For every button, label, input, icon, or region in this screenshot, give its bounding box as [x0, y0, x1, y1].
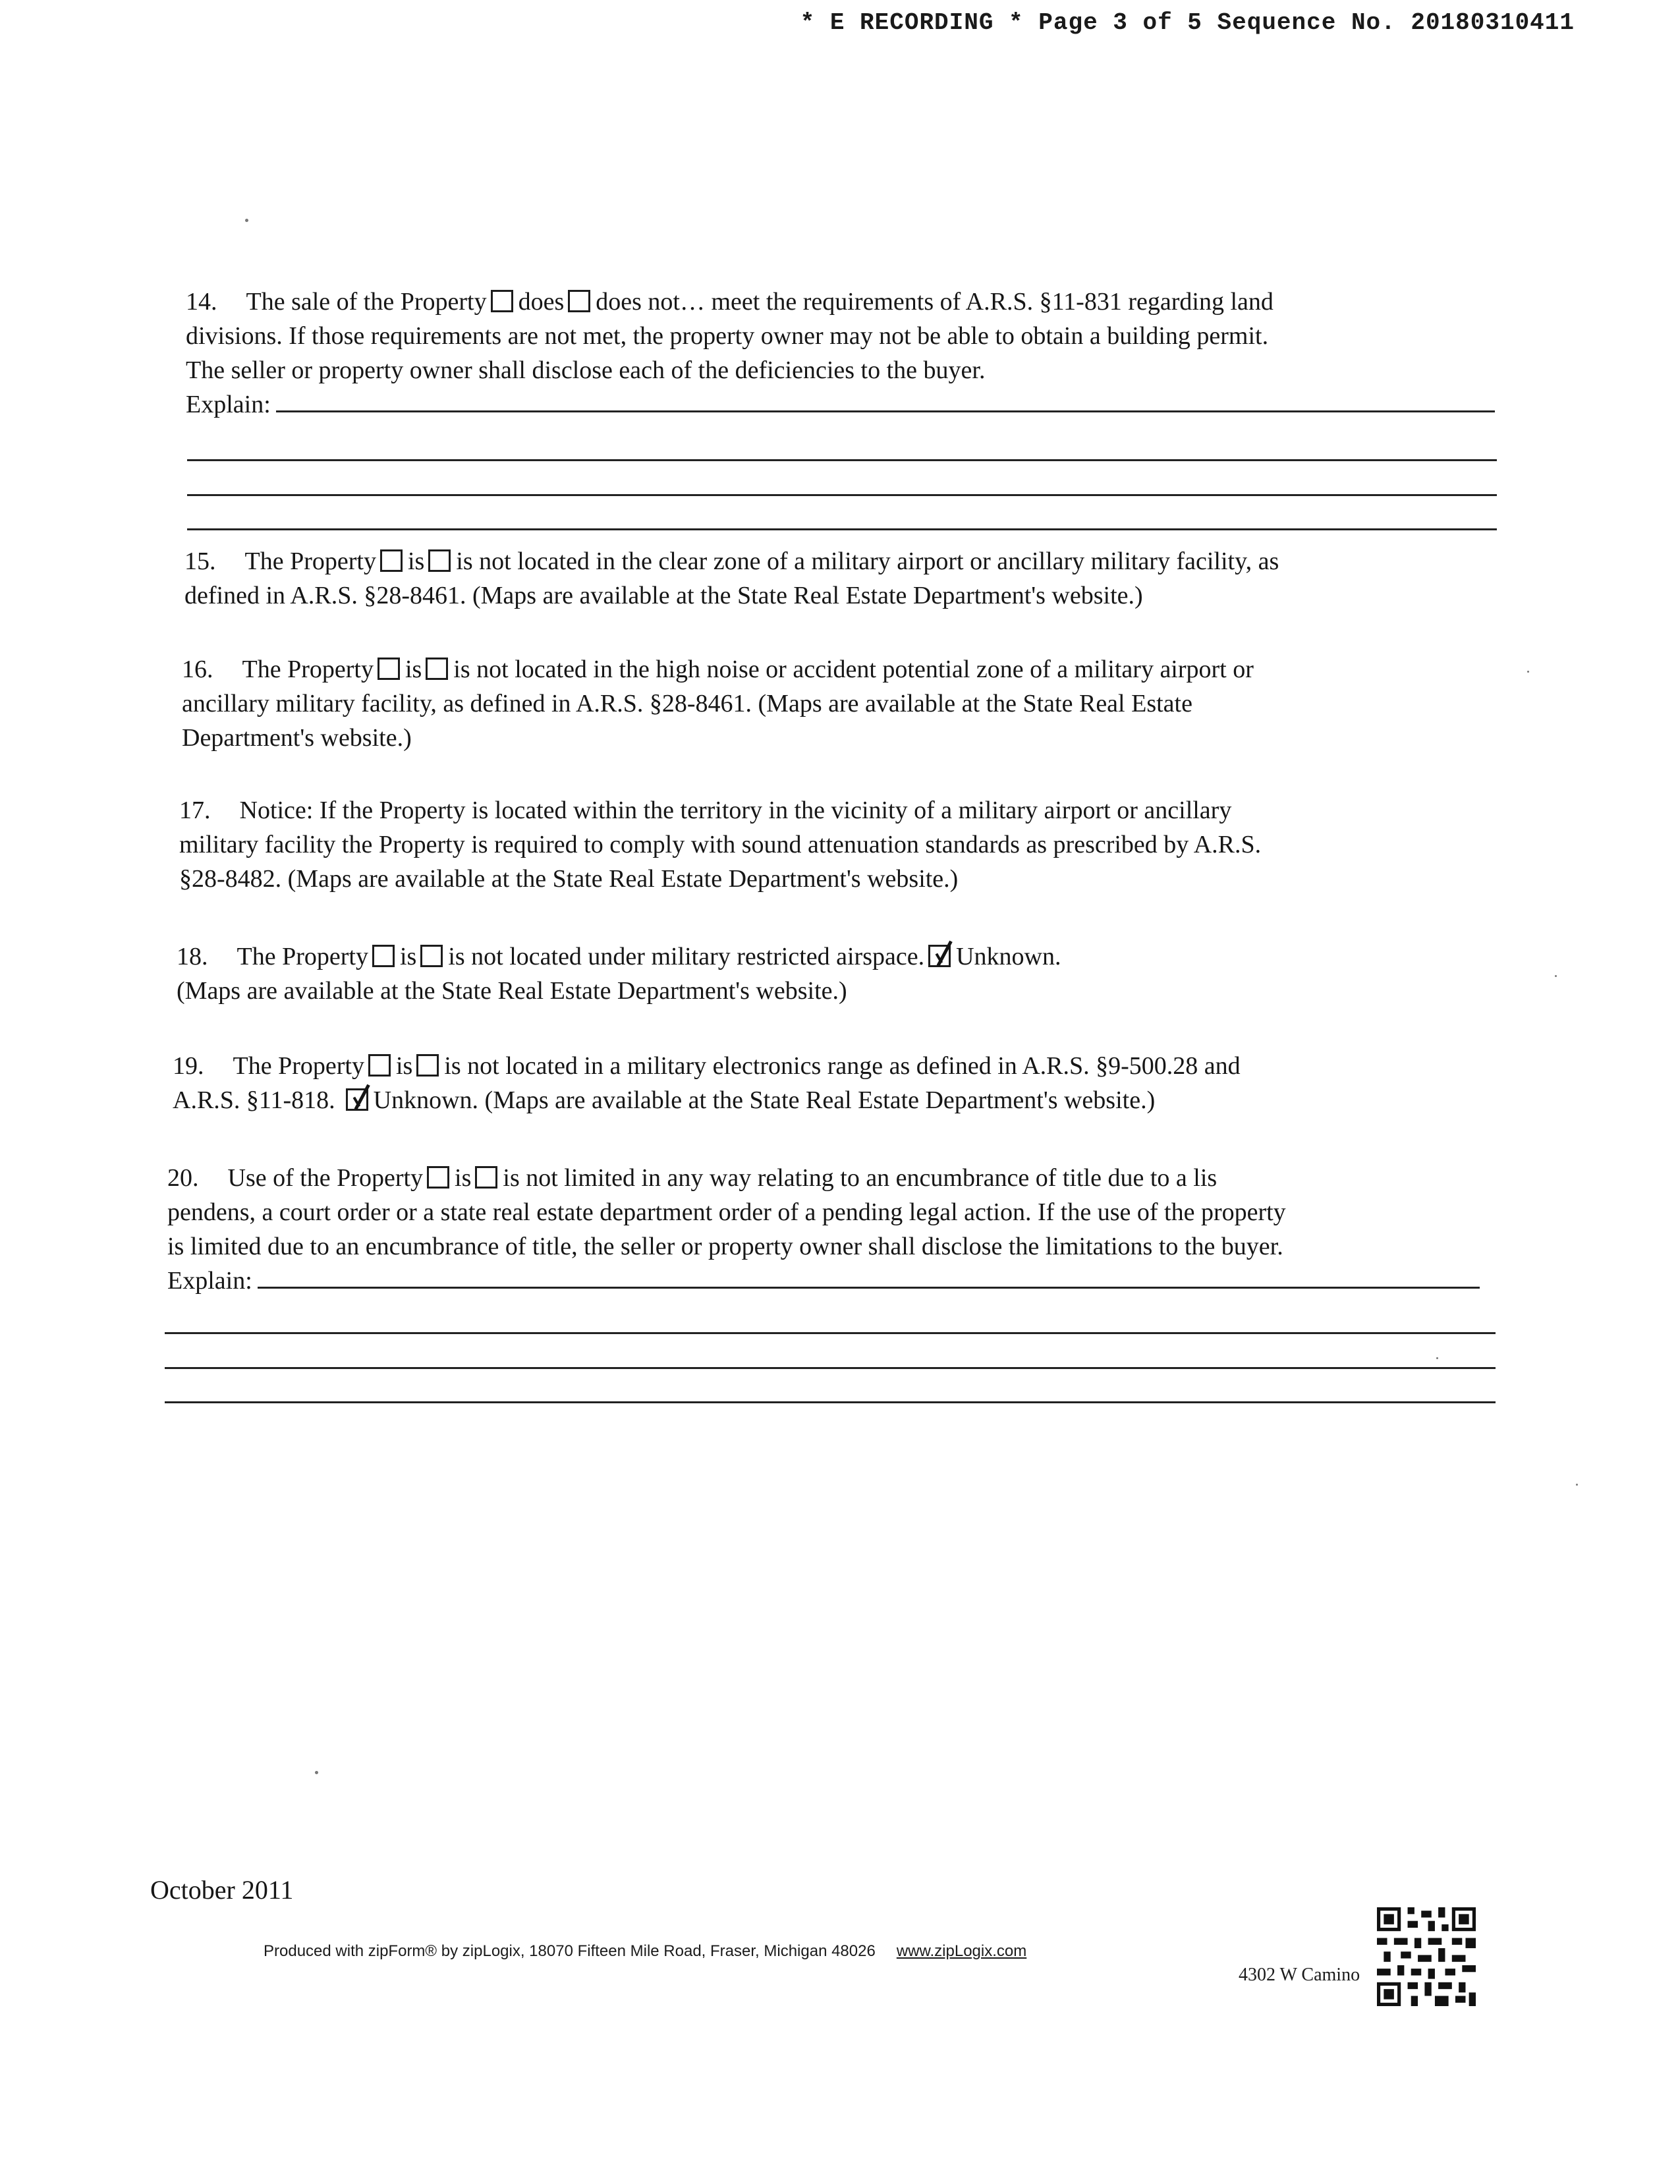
item-text: The Property: [244, 547, 376, 575]
option-label: is not located in the high noise or accident potential zone of a military airport or: [453, 656, 1254, 683]
item-text: A.R.S. §11-818.: [173, 1086, 335, 1114]
explain-label: Explain:: [167, 1267, 252, 1295]
qr-code-icon: [1377, 1907, 1476, 2006]
checkbox-is-not[interactable]: [428, 549, 451, 572]
item-number: 16.: [182, 656, 213, 683]
item-text: ancillary military facility, as defined in A.R.S. §28-8461. (Maps are available at the State Real Estate: [182, 690, 1192, 717]
item-text: The Property: [237, 943, 368, 970]
item-text: is limited due to an encumbrance of title, the seller or property owner shall disclose the limitations to the buyer.: [167, 1233, 1283, 1260]
option-label: is: [395, 1052, 413, 1080]
option-label: does: [518, 288, 565, 316]
item-number: 20.: [167, 1164, 199, 1192]
option-label: Unknown. (Maps are available at the State Real Estate Department's website.): [373, 1086, 1156, 1114]
item-text: §28-8482. (Maps are available at the State Real Estate Department's website.): [179, 865, 959, 893]
item-19: [173, 1049, 1241, 1117]
explain-blank-line[interactable]: [165, 1332, 1496, 1334]
item-text: (Maps are available at the State Real Estate Department's website.): [177, 977, 847, 1005]
form-date: October 2011: [150, 1875, 294, 1905]
checkbox-is-not[interactable]: [416, 1054, 439, 1077]
item-18: [177, 939, 1061, 1008]
item-text: defined in A.R.S. §28-8461. (Maps are available at the State Real Estate Department's website.): [184, 582, 1143, 609]
item-number: 17.: [179, 797, 211, 824]
scan-speck: [1576, 1484, 1578, 1486]
item-text: The Property: [233, 1052, 364, 1080]
item-text: Department's website.): [182, 724, 412, 752]
option-label: Unknown.: [956, 943, 1061, 970]
checkbox-unknown-checked[interactable]: [928, 945, 951, 967]
option-label: is: [455, 1164, 472, 1192]
produced-with-line: [264, 1942, 1026, 1961]
checkbox-is-not[interactable]: [420, 945, 443, 967]
item-14: [186, 285, 1495, 422]
item-number: 19.: [173, 1052, 204, 1080]
item-text: divisions. If those requirements are not met, the property owner may not be able to obtain a building permit.: [186, 322, 1269, 350]
option-label: is not located under military restricted airspace.: [448, 943, 925, 970]
explain-blank-line[interactable]: [165, 1401, 1496, 1403]
checkbox-does-not[interactable]: [568, 290, 590, 312]
item-number: 14.: [186, 288, 217, 316]
checkbox-unknown-checked[interactable]: [346, 1088, 368, 1111]
item-text: The seller or property owner shall disclose each of the deficiencies to the buyer.: [186, 356, 986, 384]
ziplogix-link[interactable]: www.zipLogix.com: [896, 1942, 1027, 1960]
explain-blank-line[interactable]: [187, 494, 1497, 496]
explain-label: Explain:: [186, 391, 271, 418]
scan-speck: [315, 1771, 318, 1774]
item-number: 15.: [184, 547, 216, 575]
checkbox-is[interactable]: [380, 549, 403, 572]
item-text: Notice: If the Property is located within the territory in the vicinity of a military airport or ancillary: [239, 797, 1232, 824]
explain-blank-line[interactable]: [187, 459, 1497, 461]
explain-field-line[interactable]: [258, 1280, 1480, 1289]
item-15: [184, 544, 1279, 613]
property-address: 4302 W Camino: [1239, 1965, 1360, 1985]
item-text: The Property: [242, 656, 374, 683]
option-label: is not located in the clear zone of a military airport or ancillary military facility, as: [456, 547, 1279, 575]
explain-blank-line[interactable]: [187, 528, 1497, 530]
item-text: pendens, a court order or a state real estate department order of a pending legal action. If the use of the property: [167, 1198, 1286, 1226]
option-label: is: [407, 547, 425, 575]
item-text: The sale of the Property: [246, 288, 487, 316]
checkbox-is[interactable]: [427, 1166, 449, 1189]
scan-speck: [1436, 1357, 1438, 1359]
scan-speck: [1555, 975, 1557, 977]
item-text: Use of the Property: [227, 1164, 424, 1192]
item-16: [182, 652, 1254, 755]
item-number: 18.: [177, 943, 208, 970]
item-20: [167, 1161, 1480, 1298]
checkbox-is-not[interactable]: [475, 1166, 497, 1189]
item-17: [179, 793, 1261, 896]
option-label: is not limited in any way relating to an encumbrance of title due to a lis: [503, 1164, 1218, 1192]
option-label: is: [405, 656, 422, 683]
checkbox-is-not[interactable]: [426, 658, 448, 680]
checkbox-is[interactable]: [372, 945, 395, 967]
produced-text: Produced with zipForm® by zipLogix, 18070 Fifteen Mile Road, Fraser, Michigan 48026: [264, 1942, 876, 1960]
scan-speck: [1527, 671, 1529, 673]
option-label: does not… meet the requirements of A.R.S. §11-831 regarding land: [596, 288, 1274, 316]
checkbox-does[interactable]: [491, 290, 513, 312]
option-label: is: [399, 943, 417, 970]
explain-blank-line[interactable]: [165, 1367, 1496, 1369]
scan-speck: [245, 219, 248, 222]
explain-field-line[interactable]: [276, 404, 1495, 412]
checkbox-is[interactable]: [368, 1054, 391, 1077]
item-text: military facility the Property is required to comply with sound attenuation standards as prescribed by A.R.S.: [179, 831, 1262, 858]
recording-header: * E RECORDING * Page 3 of 5 Sequence No. 20180310411: [800, 9, 1575, 36]
option-label: is not located in a military electronics range as defined in A.R.S. §9-500.28 and: [444, 1052, 1241, 1080]
checkbox-is[interactable]: [378, 658, 400, 680]
